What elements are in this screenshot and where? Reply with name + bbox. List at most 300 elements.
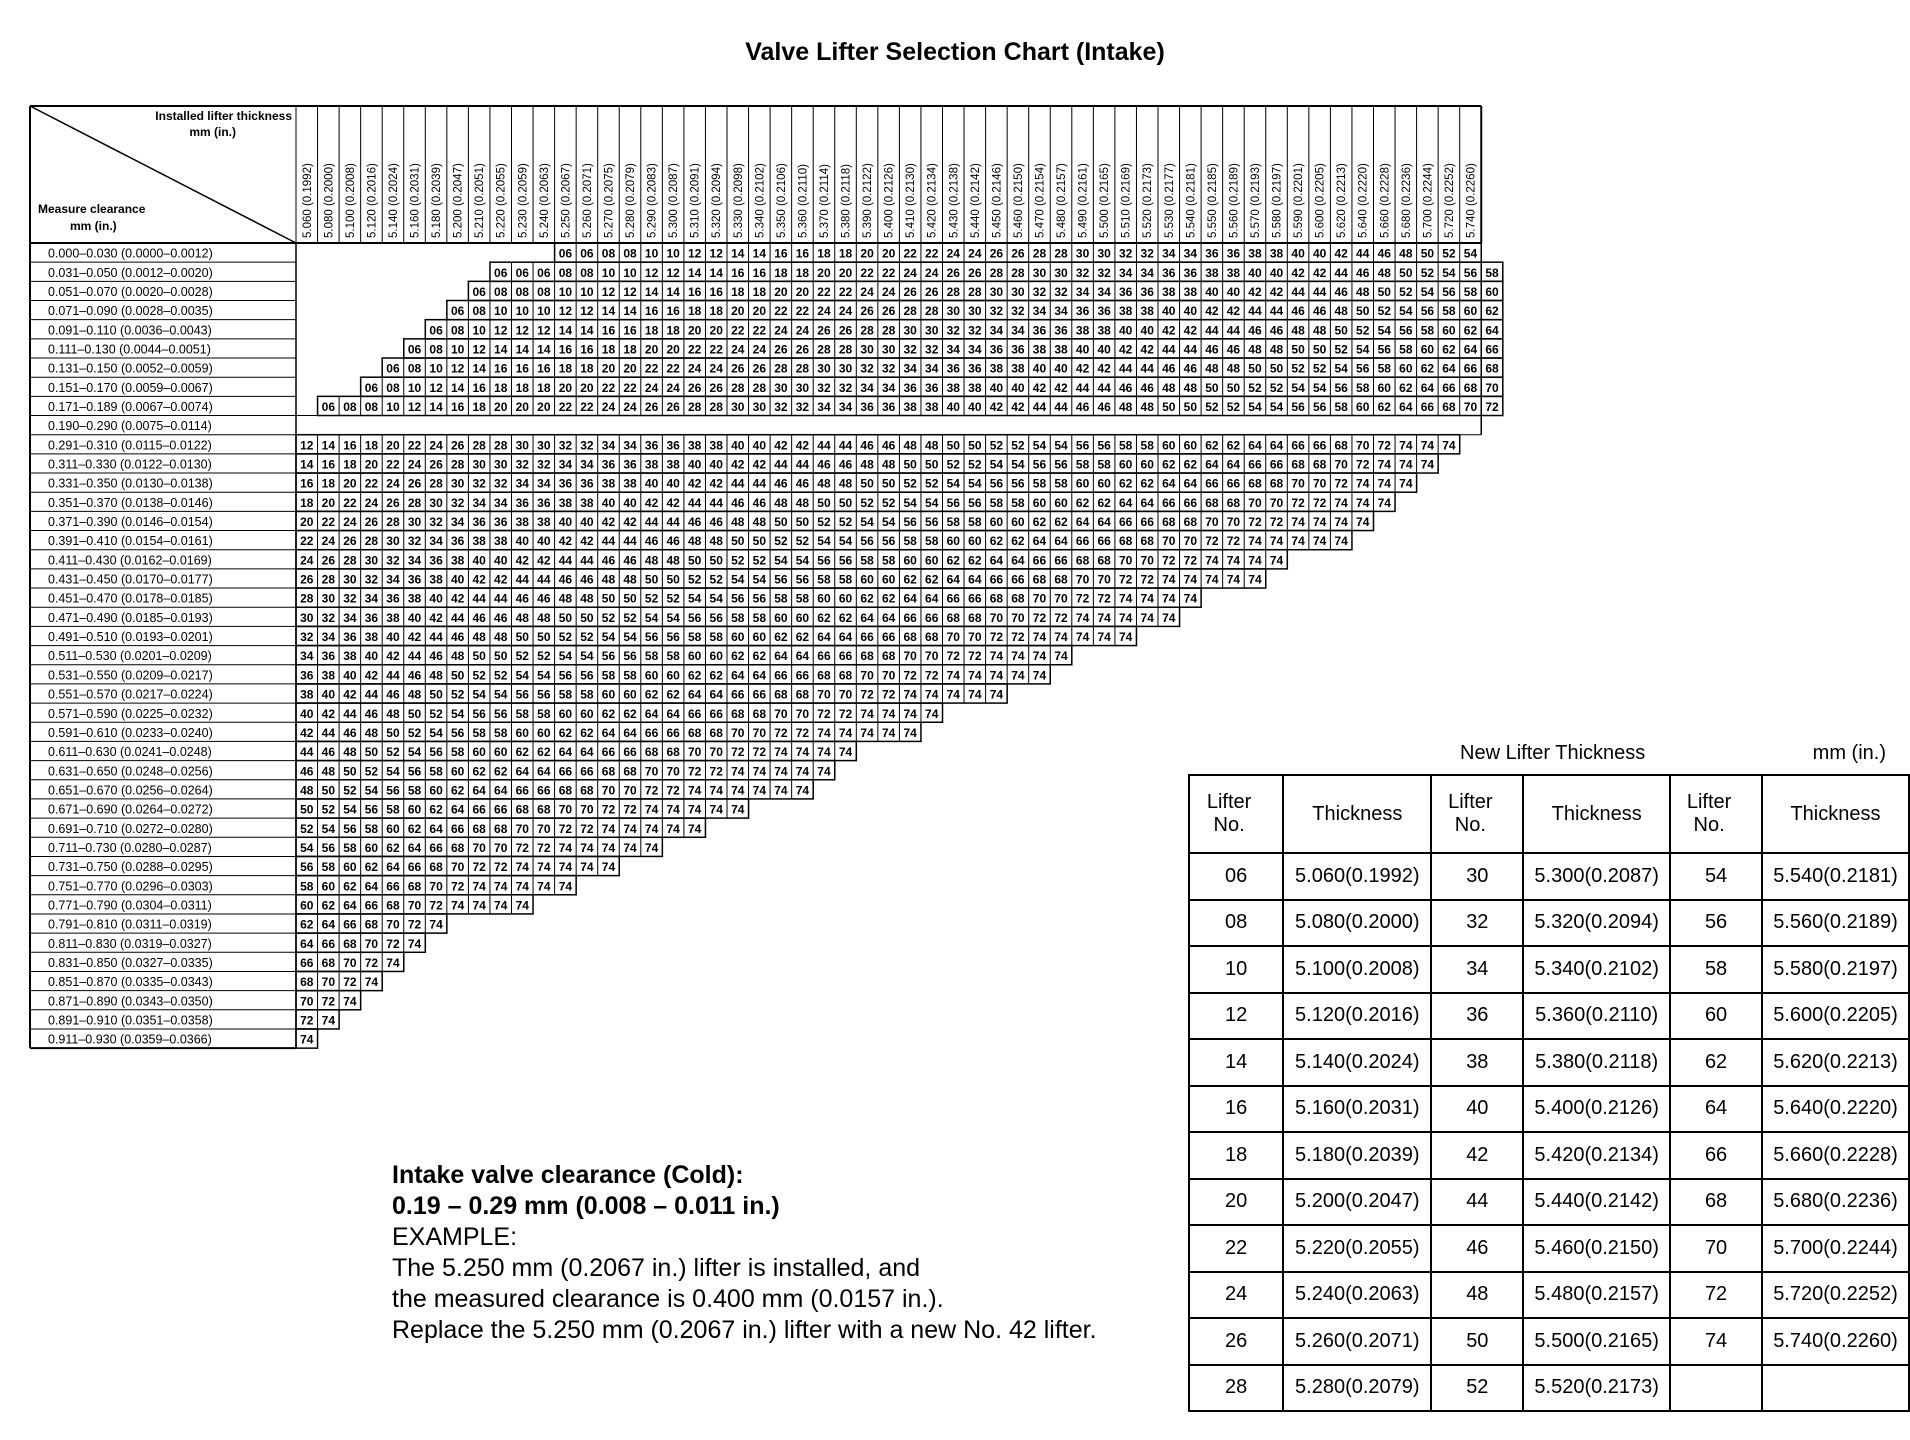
lifter-cell: 54 [1463,246,1478,261]
lifter-cell: 70 [450,860,465,875]
lifter-cell: 74 [1356,515,1370,530]
row-label: 0.811–0.830 (0.0319–0.0327) [48,936,212,951]
lifter-cell: 20 [881,246,896,261]
lifter-cell: 28 [494,438,508,453]
lifter-cell: 70 [515,821,529,836]
lifter-cell: 72 [1226,534,1241,549]
lifter-cell: 74 [1269,534,1284,549]
lifter-cell: 54 [1269,400,1284,415]
lifter-cell: 66 [580,764,594,779]
lifter-cell: 38 [1118,304,1133,319]
lifter-cell: 34 [1011,323,1025,338]
lifter-cell: 70 [1226,515,1241,530]
lifter-cell: 66 [752,687,767,702]
lifter-cell: 72 [925,668,939,683]
lifter-cell: 70 [989,610,1004,625]
lifter-cell: 56 [1312,400,1327,415]
lifter-cell: 24 [968,246,982,261]
lifter-cell: 08 [472,304,486,319]
lifter-cell: 48 [1334,304,1348,319]
lifter-cell: 34 [838,400,853,415]
lifter-cell: 66 [1485,342,1499,357]
lifter-cell: 52 [946,457,960,472]
lifter-cell: 20 [364,457,379,472]
lifter-cell: 16 [731,265,745,280]
lifter-cell: 74 [1269,553,1284,568]
lifter-cell: 74 [946,668,960,683]
lifter-cell: 68 [1140,534,1154,549]
column-header: 5.590 (0.2201) [1293,163,1306,238]
lifter-cell: 48 [1226,361,1241,376]
lifter-cell: 64 [601,725,616,740]
lifter-cell: 52 [1420,265,1435,280]
lifter-cell: 24 [860,285,874,300]
lifter-cell: 64 [343,898,357,913]
lifter-thickness: 5.460(0.2150) [1523,1225,1670,1272]
lifter-cell: 48 [709,534,723,549]
lifter-cell: 72 [580,821,594,836]
lifter-cell: 20 [537,400,551,415]
lifter-cell: 52 [386,745,400,760]
lifter-cell: 74 [1399,438,1413,453]
lifter-cell: 68 [1485,361,1499,376]
lifter-cell: 10 [623,265,637,280]
lifter-cell: 60 [1011,515,1025,530]
lifter-cell: 66 [1248,457,1262,472]
column-header: 5.540 (0.2181) [1185,163,1198,238]
lifter-cell: 70 [709,745,723,760]
lifter-cell: 60 [644,668,659,683]
lifter-thickness: 5.160(0.2031) [1283,1086,1431,1133]
lifter-cell: 12 [300,438,314,453]
lifter-cell: 26 [644,400,659,415]
lifter-cell: 58 [537,706,551,721]
row-label: 0.411–0.430 (0.0162–0.0169) [48,553,212,568]
lifter-cell: 44 [450,610,465,625]
lifter-cell: 12 [580,304,594,319]
lifter-cell: 12 [687,246,702,261]
lifter-cell: 32 [860,361,874,376]
header-clearance-label: Measure clearance [38,202,146,216]
lifter-cell: 72 [623,802,637,817]
lifter-cell: 34 [407,553,422,568]
column-header: 5.120 (0.2016) [366,163,379,238]
lifter-cell: 42 [731,457,745,472]
lifter-cell: 68 [925,630,939,645]
lifter-cell: 62 [429,802,443,817]
column-header: 5.550 (0.2185) [1206,163,1219,238]
lifter-cell: 74 [515,879,529,894]
lifter-cell: 66 [558,764,573,779]
lifter-cell: 50 [1356,304,1370,319]
lifter-cell: 12 [407,400,422,415]
lifter-cell: 36 [1075,304,1090,319]
lifter-cell: 50 [1291,342,1305,357]
lifter-cell: 44 [1248,304,1262,319]
lifter-cell: 66 [946,591,960,606]
lifter-cell: 26 [925,285,939,300]
lifter-cell: 74 [687,821,702,836]
lifter-cell: 56 [903,515,917,530]
lifter-thickness: 5.580(0.2197) [1762,946,1909,993]
lifter-cell: 64 [623,725,637,740]
lifter-cell: 20 [623,361,637,376]
lifter-cell: 06 [472,285,486,300]
column-header: 5.480 (0.2157) [1056,163,1069,238]
column-header: 5.140 (0.2024) [387,163,400,238]
lifter-cell: 60 [558,706,573,721]
lifter-cell: 46 [1183,361,1198,376]
lifter-cell: 16 [450,400,465,415]
lifter-cell: 58 [817,572,831,587]
lifter-cell: 64 [1463,342,1478,357]
lifter-cell: 74 [1377,457,1391,472]
column-header: 5.680 (0.2236) [1400,163,1413,238]
lifter-cell: 56 [666,630,680,645]
lifter-cell: 44 [472,591,486,606]
lifter-cell: 64 [1140,495,1154,510]
lifter-cell: 38 [386,610,400,625]
lifter-cell: 66 [903,610,917,625]
lifter-cell: 22 [860,265,874,280]
lifter-cell: 72 [1118,572,1133,587]
lifter-cell: 74 [925,687,939,702]
lifter-cell: 18 [494,380,508,395]
lifter-cell: 40 [946,400,960,415]
new-lifter-row [1189,853,1909,900]
lifter-cell: 60 [752,630,767,645]
lifter-cell: 72 [494,860,508,875]
lifter-cell: 72 [752,745,767,760]
lifter-cell: 46 [300,764,314,779]
lifter-cell: 26 [687,380,702,395]
lifter-cell: 62 [1485,304,1499,319]
lifter-cell: 42 [515,553,529,568]
lifter-cell: 74 [795,764,810,779]
lifter-number: 28 [1189,1365,1283,1412]
lifter-cell: 46 [1356,265,1370,280]
lifter-cell: 40 [666,476,680,491]
lifter-cell: 64 [321,917,336,932]
column-header: 5.080 (0.2000) [323,163,336,238]
lifter-cell: 48 [1248,342,1262,357]
lifter-cell: 70 [1485,380,1499,395]
lifter-cell: 64 [838,630,853,645]
lifter-cell: 52 [1205,400,1219,415]
lifter-cell: 44 [321,725,336,740]
lifter-cell: 60 [1162,438,1176,453]
lifter-cell: 74 [1032,649,1047,664]
lifter-cell: 38 [1054,342,1068,357]
lifter-cell: 64 [1420,380,1435,395]
lifter-cell: 34 [1097,285,1111,300]
column-header: 5.290 (0.2083) [646,163,659,238]
lifter-cell: 50 [752,534,767,549]
lifter-cell: 74 [1162,572,1176,587]
lifter-cell: 70 [774,706,788,721]
lifter-cell: 44 [1118,361,1133,376]
lifter-cell: 68 [1463,380,1478,395]
lifter-cell: 74 [1183,572,1198,587]
lifter-cell: 74 [558,860,573,875]
lifter-cell: 20 [300,515,314,530]
lifter-cell: 62 [1118,476,1133,491]
lifter-cell: 34 [1118,265,1133,280]
lifter-cell: 54 [946,476,960,491]
lifter-cell: 28 [429,476,443,491]
lifter-cell: 64 [386,860,400,875]
lifter-cell: 52 [558,630,573,645]
lifter-cell: 58 [709,630,723,645]
lifter-cell: 18 [817,246,831,261]
lifter-cell: 38 [644,457,659,472]
lifter-cell: 10 [472,323,486,338]
lifter-cell: 10 [601,265,616,280]
lifter-cell: 34 [1075,285,1090,300]
lifter-cell: 56 [1291,400,1305,415]
lifter-cell: 20 [644,342,659,357]
lifter-cell: 62 [903,572,917,587]
lifter-cell: 20 [774,285,788,300]
lifter-cell: 30 [989,285,1004,300]
lifter-cell: 64 [472,783,486,798]
lifter-cell: 36 [1118,285,1133,300]
lifter-cell: 40 [1032,361,1047,376]
lifter-cell: 18 [752,285,767,300]
lifter-cell: 62 [795,630,810,645]
lifter-cell: 38 [1075,323,1090,338]
lifter-cell: 24 [687,361,702,376]
lifter-cell: 74 [709,783,723,798]
lifter-cell: 66 [364,898,379,913]
lifter-cell: 46 [537,591,551,606]
lifter-cell: 36 [494,515,508,530]
lifter-number: 64 [1670,1086,1762,1133]
lifter-cell: 66 [795,668,810,683]
lifter-cell: 64 [450,802,465,817]
lifter-cell: 66 [623,745,637,760]
lifter-cell: 46 [709,515,723,530]
lifter-cell: 66 [343,917,357,932]
lifter-cell: 62 [1032,515,1047,530]
lifter-cell: 68 [494,821,508,836]
lifter-cell: 06 [537,265,551,280]
lifter-cell: 46 [386,687,400,702]
lifter-cell: 74 [601,860,616,875]
lifter-cell: 32 [795,400,810,415]
lifter-thickness [1762,1365,1909,1412]
lifter-cell: 34 [321,630,336,645]
lifter-cell: 62 [1399,380,1413,395]
lifter-cell: 48 [407,687,422,702]
lifter-cell: 72 [946,649,960,664]
lifter-cell: 72 [687,764,702,779]
lifter-cell: 24 [429,438,443,453]
lifter-cell: 38 [1226,265,1241,280]
lifter-cell: 42 [666,495,680,510]
lifter-cell: 60 [881,572,896,587]
lifter-cell: 74 [644,821,659,836]
lifter-cell: 58 [1118,438,1133,453]
lifter-cell: 72 [644,783,659,798]
lifter-cell: 46 [580,572,594,587]
lifter-cell: 66 [1118,515,1133,530]
lifter-cell: 16 [537,361,551,376]
lifter-cell: 22 [623,380,637,395]
lifter-cell: 58 [1140,438,1154,453]
lifter-cell: 56 [881,534,896,549]
lifter-cell: 68 [1226,495,1241,510]
lifter-cell: 68 [450,840,465,855]
lifter-cell: 56 [1377,342,1391,357]
lifter-cell: 72 [1183,553,1198,568]
lifter-cell: 14 [300,457,314,472]
lifter-cell: 30 [537,438,551,453]
lifter-cell: 42 [558,534,573,549]
lifter-cell: 58 [429,764,443,779]
lifter-cell: 64 [407,840,422,855]
lifter-cell: 64 [709,687,723,702]
lifter-cell: 08 [429,342,443,357]
lifter-cell: 62 [558,725,573,740]
lifter-cell: 44 [644,515,659,530]
lifter-cell: 48 [795,495,810,510]
lifter-cell: 54 [1011,457,1025,472]
column-header: 5.460 (0.2150) [1012,163,1025,238]
lifter-cell: 68 [838,668,853,683]
lifter-cell: 36 [407,572,422,587]
lifter-cell: 34 [860,380,874,395]
lifter-cell: 70 [386,917,400,932]
lifter-cell: 70 [838,687,853,702]
lifter-cell: 20 [817,265,831,280]
lifter-cell: 74 [795,745,810,760]
lifter-cell: 40 [1054,361,1068,376]
lifter-cell: 44 [838,438,853,453]
lifter-cell: 30 [1032,265,1047,280]
lifter-cell: 74 [515,898,529,913]
lifter-cell: 68 [644,745,659,760]
lifter-cell: 22 [774,304,788,319]
lifter-cell: 08 [364,400,379,415]
lifter-number: 60 [1670,993,1762,1040]
lifter-cell: 74 [1334,534,1348,549]
lifter-cell: 68 [515,802,529,817]
lifter-cell: 44 [709,495,723,510]
lifter-cell: 20 [386,438,400,453]
lifter-cell: 28 [364,534,379,549]
lifter-cell: 26 [946,265,960,280]
lifter-cell: 20 [795,285,810,300]
lifter-cell: 58 [1075,457,1090,472]
lifter-cell: 38 [515,515,529,530]
row-label: 0.591–0.610 (0.0233–0.0240) [48,725,213,740]
lifter-cell: 58 [364,821,379,836]
lifter-cell: 48 [666,553,680,568]
lifter-cell: 22 [343,495,357,510]
lifter-thickness: 5.440(0.2142) [1523,1179,1670,1226]
lifter-cell: 48 [860,457,874,472]
lifter-cell: 16 [666,304,680,319]
lifter-cell: 66 [472,802,486,817]
lifter-cell: 24 [666,380,680,395]
lifter-cell: 30 [321,591,336,606]
lifter-number [1670,1365,1762,1412]
example-line: the measured clearance is 0.400 mm (0.0157 in.). [392,1285,944,1313]
lifter-cell: 66 [1097,534,1111,549]
lifter-cell: 62 [817,610,831,625]
lifter-cell: 70 [644,764,659,779]
lifter-number: 66 [1670,1132,1762,1179]
lifter-cell: 48 [494,630,508,645]
lifter-cell: 74 [774,745,788,760]
lifter-cell: 46 [623,553,637,568]
lifter-cell: 58 [1097,457,1111,472]
lifter-cell: 10 [450,342,465,357]
lifter-cell: 48 [644,553,659,568]
lifter-cell: 66 [1054,553,1068,568]
lifter-cell: 74 [601,821,616,836]
lifter-cell: 72 [1334,476,1348,491]
lifter-cell: 52 [644,591,659,606]
lifter-cell: 68 [1248,476,1262,491]
lifter-number: 56 [1670,900,1762,947]
lifter-cell: 60 [1420,342,1435,357]
lifter-cell: 24 [774,323,788,338]
lifter-cell: 68 [623,764,637,779]
lifter-cell: 74 [666,821,680,836]
lifter-cell: 44 [300,745,314,760]
lifter-cell: 74 [1356,495,1370,510]
lifter-cell: 50 [666,572,680,587]
lifter-cell: 72 [1312,495,1327,510]
lifter-cell: 50 [1334,323,1348,338]
lifter-cell: 74 [989,668,1004,683]
lifter-cell: 68 [537,802,551,817]
lifter-cell: 36 [666,438,680,453]
lifter-cell: 34 [925,361,939,376]
lifter-cell: 36 [989,342,1004,357]
lifter-cell: 22 [601,380,616,395]
lifter-cell: 66 [1226,476,1241,491]
lifter-thickness: 5.520(0.2173) [1523,1365,1670,1412]
lifter-cell: 42 [1097,361,1111,376]
lifter-cell: 52 [1248,380,1262,395]
lifter-cell: 28 [386,515,400,530]
lifter-cell: 74 [925,706,939,721]
column-header: 5.390 (0.2122) [862,163,875,238]
lifter-cell: 22 [709,342,723,357]
lifter-cell: 70 [1140,553,1154,568]
lifter-cell: 66 [1140,515,1154,530]
lifter-cell: 66 [968,591,982,606]
lifter-cell: 18 [838,246,853,261]
lifter-cell: 54 [1420,285,1435,300]
lifter-cell: 32 [817,380,831,395]
lifter-cell: 70 [623,783,637,798]
lifter-cell: 68 [989,591,1004,606]
lifter-cell: 26 [731,361,745,376]
lifter-cell: 58 [881,553,896,568]
lifter-cell: 28 [925,304,939,319]
lifter-cell: 48 [450,649,465,664]
lifter-cell: 68 [343,936,357,951]
lifter-cell: 72 [1075,591,1090,606]
lifter-cell: 14 [580,323,594,338]
column-header: 5.520 (0.2173) [1142,163,1155,238]
lifter-cell: 44 [407,649,422,664]
lifter-cell: 54 [1291,380,1305,395]
